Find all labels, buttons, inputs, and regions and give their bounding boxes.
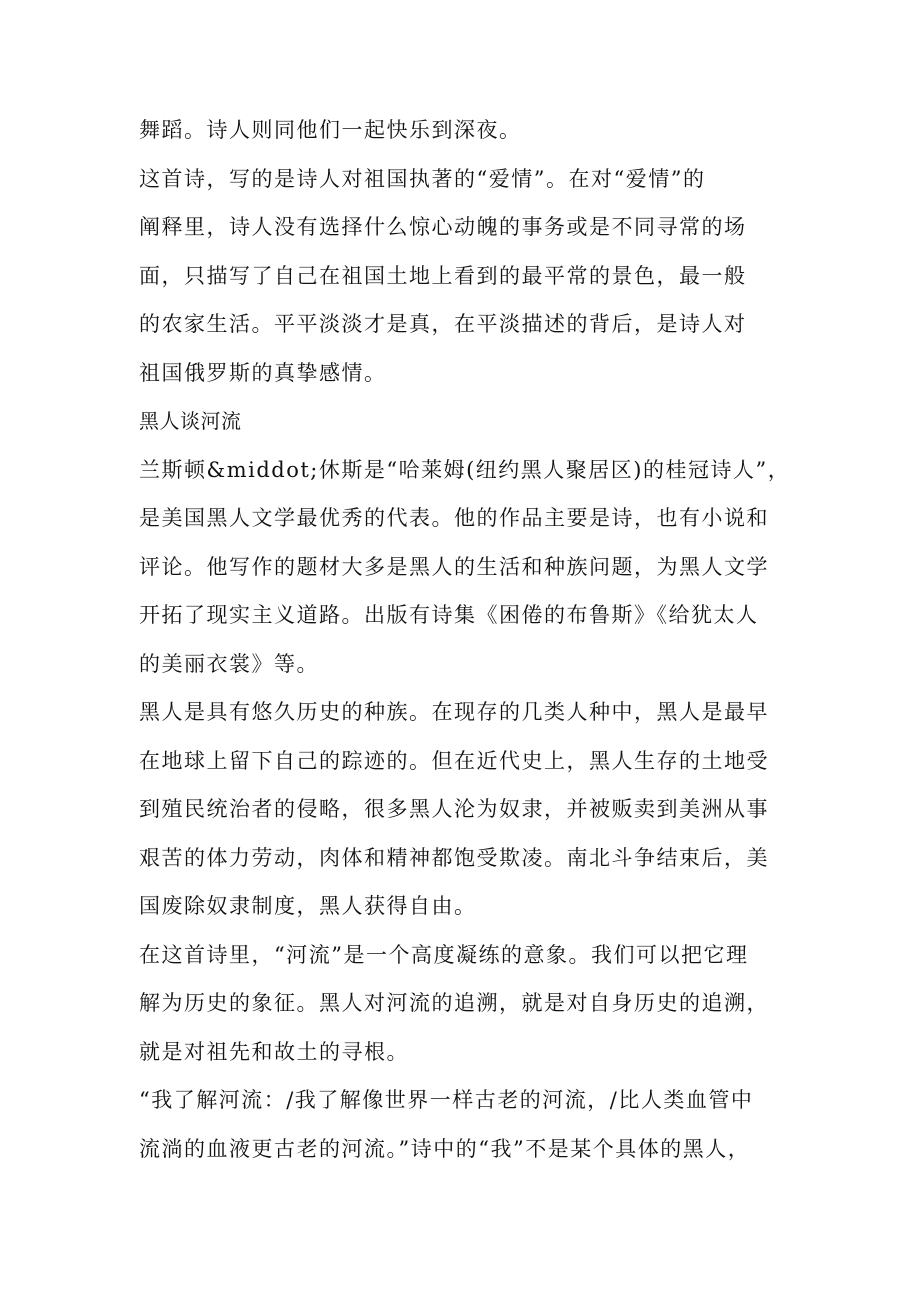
text-line: 流淌的血液更古老的河流。”诗中的“我”不是某个具体的黑人， [139, 1136, 751, 1161]
text-line: 艰苦的体力劳动，肉体和精神都饱受欺凌。南北斗争结束后，美 [139, 845, 769, 870]
text-line: 就是对祖先和故土的寻根。 [139, 1039, 409, 1064]
text-line: “我了解河流：/我了解像世界一样古老的河流，/比人类血管中 [139, 1088, 754, 1112]
text-line: 评论。他写作的题材大多是黑人的生活和种族问题，为黑人文学 [139, 554, 769, 579]
text-line: 黑人是具有悠久历史的种族。在现存的几类人种中，黑人是最早 [139, 700, 769, 724]
text-line: 在这首诗里，“河流”是一个高度凝练的意象。我们可以把它理 [139, 942, 749, 967]
section-heading: 黑人谈河流 [139, 409, 242, 433]
text-line: 舞蹈。诗人则同他们一起快乐到深夜。 [139, 118, 522, 142]
text-line: 的美丽衣裳》等。 [139, 651, 319, 676]
text-line: 开拓了现实主义道路。出版有诗集《困倦的布鲁斯》《给犹太人 [139, 603, 759, 627]
text-line: 到殖民统治者的侵略，很多黑人沦为奴隶，并被贩卖到美洲从事 [139, 797, 769, 821]
text-line: 解为历史的象征。黑人对河流的追溯，就是对自身历史的追溯， [139, 991, 769, 1015]
text-line: 的农家生活。平平淡淡才是真，在平淡描述的背后，是诗人对 [139, 312, 747, 336]
text-line: 国废除奴隶制度，黑人获得自由。 [139, 894, 477, 918]
text-line: 是美国黑人文学最优秀的代表。他的作品主要是诗，也有小说和 [139, 506, 769, 530]
text-line: 阐释里，诗人没有选择什么惊心动魄的事务或是不同寻常的场 [139, 215, 747, 239]
text-line: 在地球上留下自己的踪迹的。但在近代史上，黑人生存的土地受 [139, 748, 769, 773]
text-line: 祖国俄罗斯的真挚感情。 [139, 360, 387, 385]
text-line: 这首诗，写的是诗人对祖国执著的“爱情”。在对“爱情”的 [139, 166, 706, 191]
document-body [139, 106, 789, 1173]
text-line: 面，只描写了自己在祖国土地上看到的最平常的景色，最一般 [139, 263, 747, 288]
text-line: 兰斯顿&middot;休斯是“哈莱姆(纽约黑人聚居区)的桂冠诗人”， [139, 457, 791, 482]
